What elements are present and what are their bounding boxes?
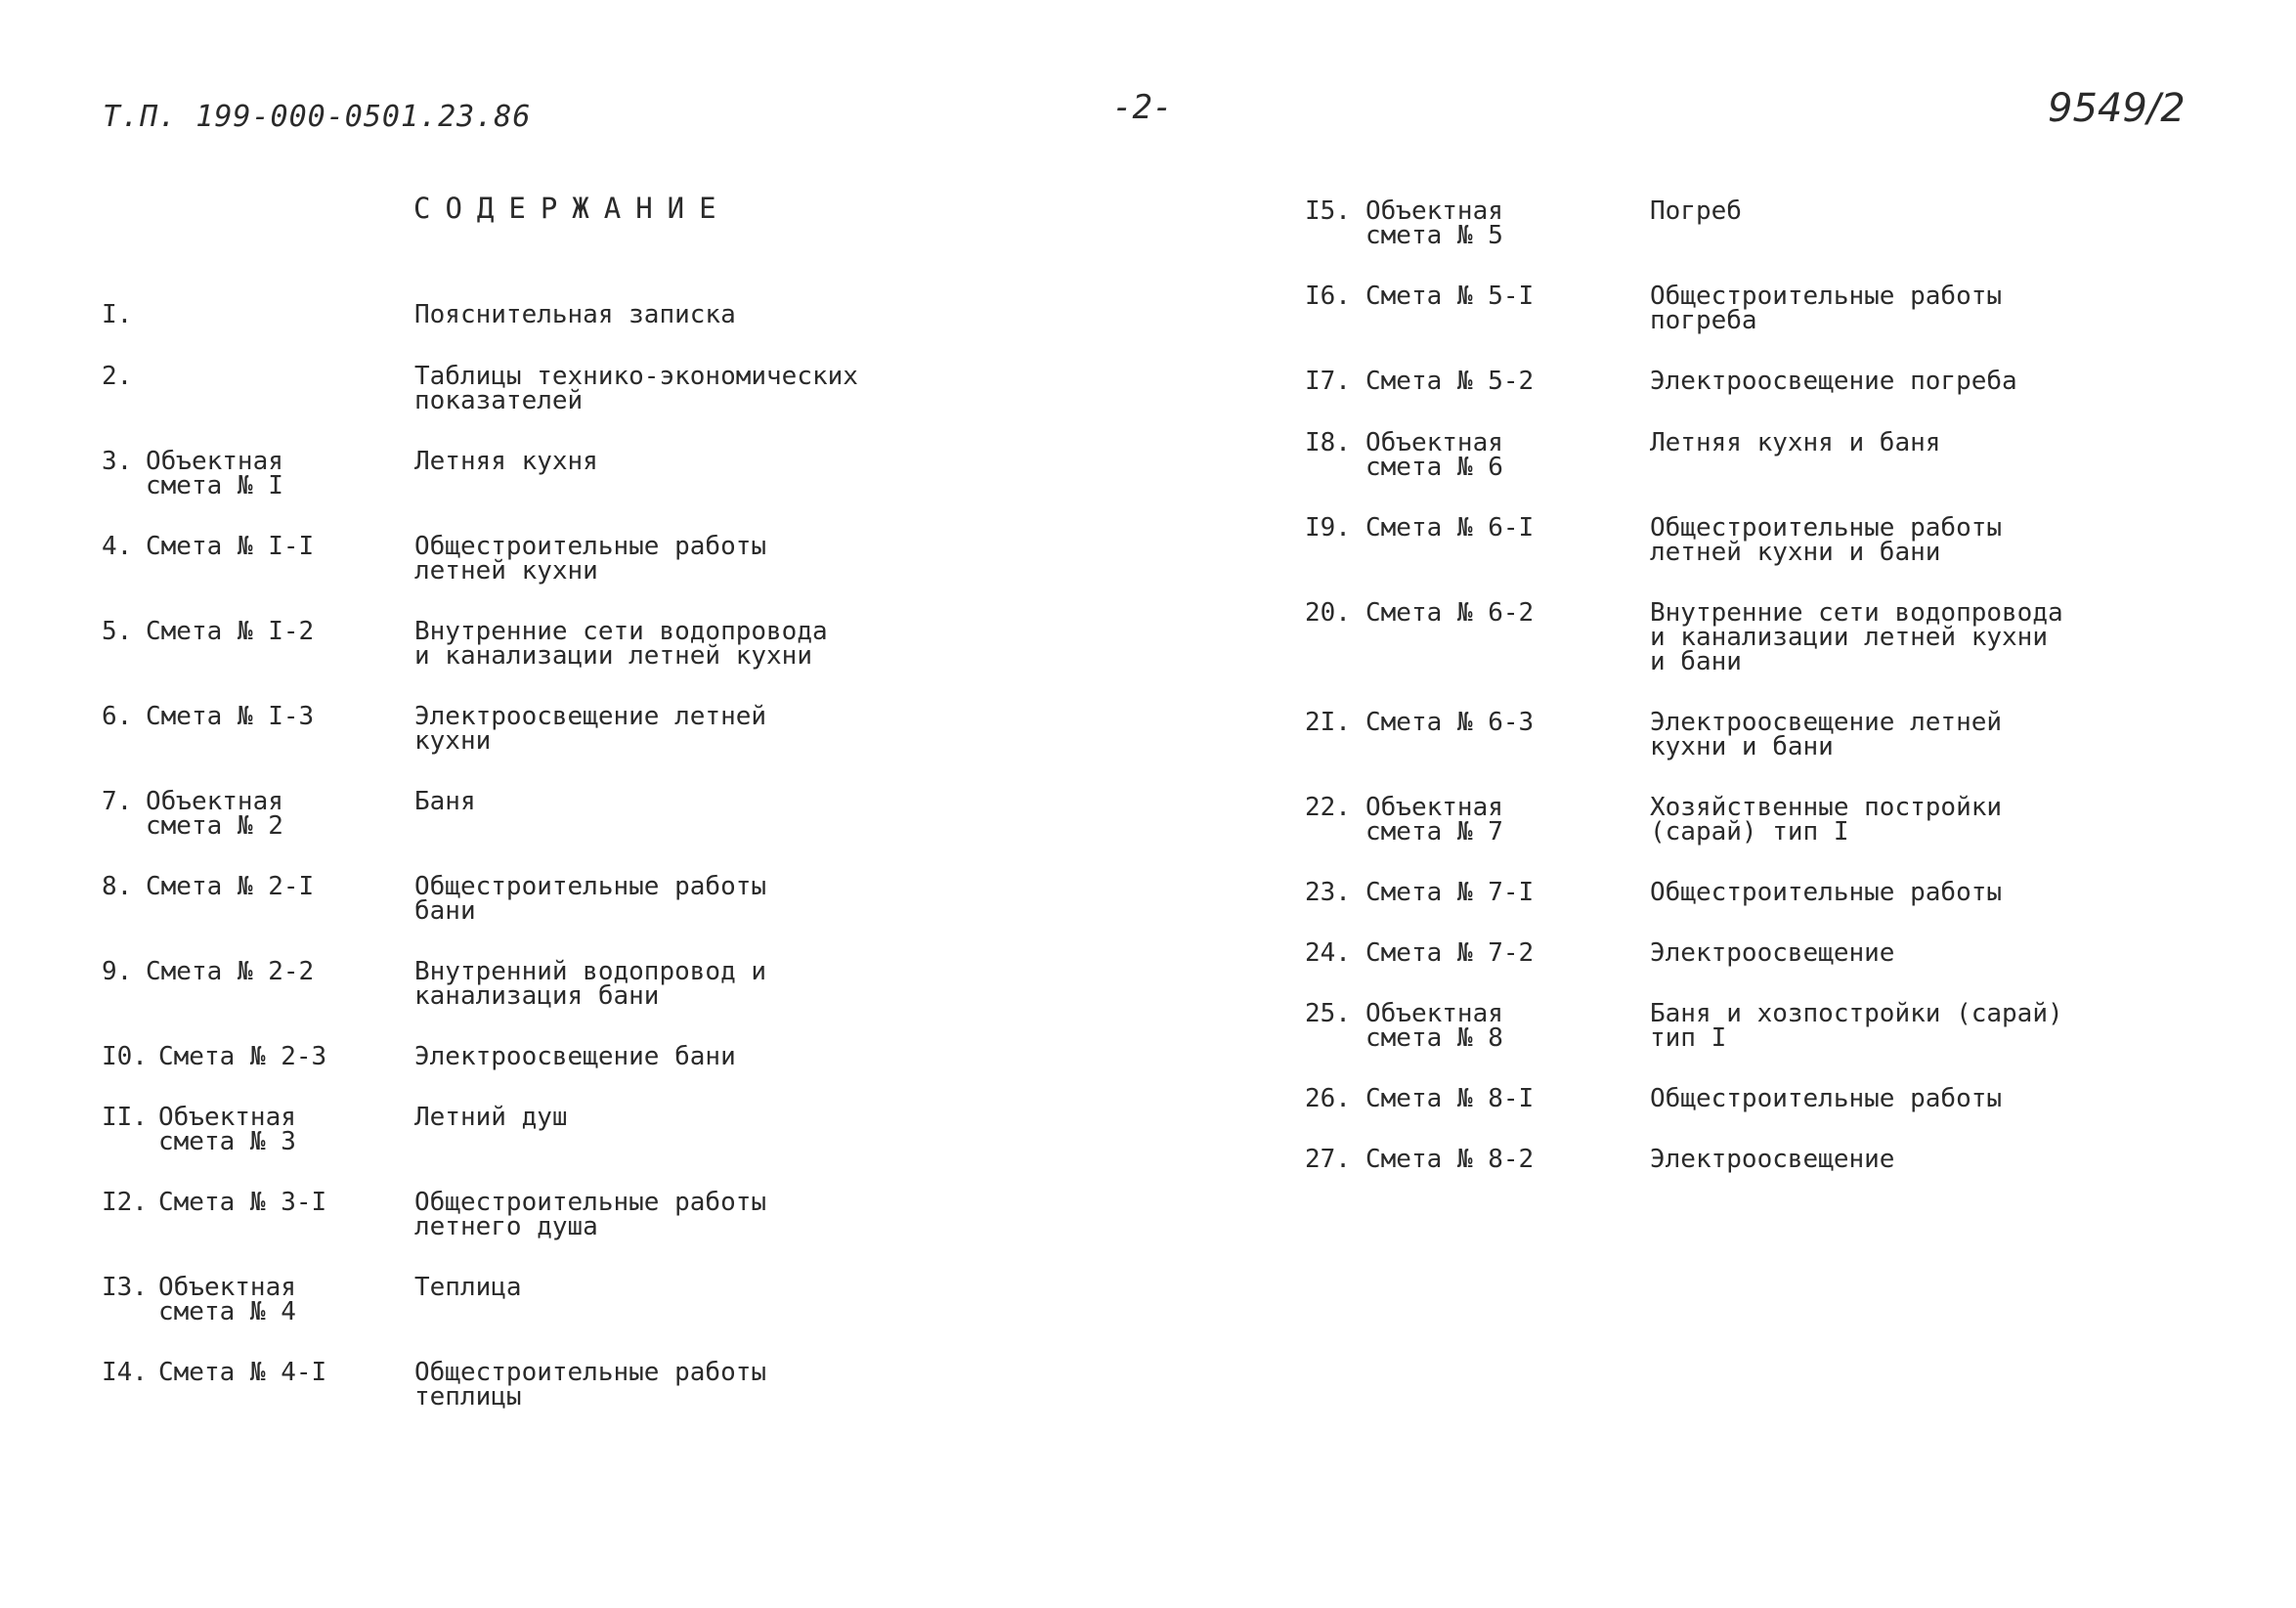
toc-item-number: 7. <box>102 787 133 816</box>
toc-item-description: Общестроительные работы летнего душа <box>414 1188 767 1241</box>
toc-item-reference: Объектная смета № 5 <box>1365 196 1503 250</box>
toc-item-description: Внутренний водопровод и канализация бани <box>414 957 767 1011</box>
toc-item-reference: Смета № 7-2 <box>1365 938 1535 968</box>
toc-item-number: I6. <box>1305 282 1351 311</box>
toc-item-description: Летняя кухня и баня <box>1650 428 1941 457</box>
toc-item-description: Баня <box>414 787 476 816</box>
toc-item-number: II. <box>102 1103 148 1132</box>
toc-item-number: I2. <box>102 1188 148 1217</box>
toc-item-reference: Объектная смета № I <box>146 447 283 500</box>
toc-item-number: 27. <box>1305 1145 1351 1174</box>
toc-item-description: Общестроительные работы <box>1650 878 2003 907</box>
toc-item-number: 8. <box>102 872 133 901</box>
toc-item-description: Погреб <box>1650 196 1742 226</box>
toc-item-number: 9. <box>102 957 133 986</box>
toc-item-number: I4. <box>102 1358 148 1387</box>
toc-item-number: 26. <box>1305 1084 1351 1113</box>
document-code: Т.П. 199-000-0501.23.86 <box>103 100 532 134</box>
toc-item-reference: Смета № I-2 <box>146 617 315 646</box>
toc-item-number: 6. <box>102 702 133 731</box>
toc-item-reference: Смета № 5-I <box>1365 282 1535 311</box>
toc-item-description: Пояснительная записка <box>414 300 736 329</box>
toc-item-description: Общестроительные работы летней кухни <box>414 532 767 586</box>
toc-item-description: Электроосвещение <box>1650 1145 1895 1174</box>
toc-item-number: I5. <box>1305 196 1351 226</box>
toc-item-number: 23. <box>1305 878 1351 907</box>
toc-item-description: Электроосвещение бани <box>414 1042 736 1071</box>
toc-item-number: 24. <box>1305 938 1351 968</box>
toc-item-number: I7. <box>1305 367 1351 396</box>
toc-item-reference: Смета № 5-2 <box>1365 367 1535 396</box>
toc-left-column <box>102 0 981 1608</box>
toc-item-reference: Смета № 7-I <box>1365 878 1535 907</box>
toc-item-reference: Объектная смета № 8 <box>1365 999 1503 1053</box>
toc-item-number: I3. <box>102 1273 148 1302</box>
toc-item-number: 2I. <box>1305 708 1351 737</box>
toc-item-description: Общестроительные работы теплицы <box>414 1358 767 1412</box>
toc-item-description: Общестроительные работы летней кухни и бани <box>1650 513 2003 567</box>
toc-item-reference: Смета № 2-2 <box>146 957 315 986</box>
toc-item-number: I0. <box>102 1042 148 1071</box>
toc-item-number: 4. <box>102 532 133 561</box>
toc-item-description: Электроосвещение летней кухни <box>414 702 767 756</box>
toc-item-reference: Смета № I-I <box>146 532 315 561</box>
toc-item-description: Внутренние сети водопровода и канализации летней кухни <box>414 617 828 671</box>
toc-item-description: Внутренние сети водопровода и канализации летней кухни и бани <box>1650 598 2063 676</box>
toc-item-number: 2. <box>102 362 133 391</box>
toc-item-reference: Смета № 2-I <box>146 872 315 901</box>
toc-right-column <box>1305 0 2185 1608</box>
toc-item-description: Летняя кухня <box>414 447 598 476</box>
toc-item-number: 5. <box>102 617 133 646</box>
toc-item-number: I. <box>102 300 133 329</box>
page-title: СОДЕРЖАНИЕ <box>413 192 731 225</box>
toc-item-description: Общестроительные работы погреба <box>1650 282 2003 335</box>
toc-item-number: 20. <box>1305 598 1351 628</box>
toc-item-reference: Смета № 6-I <box>1365 513 1535 543</box>
toc-item-reference: Смета № 8-I <box>1365 1084 1535 1113</box>
toc-item-number: 3. <box>102 447 133 476</box>
toc-item-description: Таблицы технико-экономических показателей <box>414 362 858 415</box>
toc-item-reference: Объектная смета № 3 <box>158 1103 296 1156</box>
toc-item-reference: Объектная смета № 4 <box>158 1273 296 1326</box>
toc-item-reference: Объектная смета № 2 <box>146 787 283 841</box>
page-number: -2- <box>1112 88 1173 127</box>
toc-item-reference: Смета № 4-I <box>158 1358 327 1387</box>
toc-item-description: Электроосвещение <box>1650 938 1895 968</box>
toc-item-reference: Смета № I-3 <box>146 702 315 731</box>
toc-item-reference: Объектная смета № 6 <box>1365 428 1503 482</box>
toc-item-description: Баня и хозпостройки (сарай) тип I <box>1650 999 2063 1053</box>
toc-item-reference: Смета № 8-2 <box>1365 1145 1535 1174</box>
toc-item-description: Теплица <box>414 1273 522 1302</box>
toc-item-description: Общестроительные работы <box>1650 1084 2003 1113</box>
toc-item-description: Общестроительные работы бани <box>414 872 767 926</box>
toc-item-number: I8. <box>1305 428 1351 457</box>
sheet-number: 9549/2 <box>2048 86 2186 131</box>
toc-item-reference: Смета № 6-3 <box>1365 708 1535 737</box>
toc-item-description: Хозяйственные постройки (сарай) тип I <box>1650 793 2003 847</box>
toc-item-reference: Смета № 3-I <box>158 1188 327 1217</box>
toc-item-description: Электроосвещение летней кухни и бани <box>1650 708 2003 761</box>
toc-item-description: Летний душ <box>414 1103 568 1132</box>
toc-item-description: Электроосвещение погреба <box>1650 367 2017 396</box>
toc-item-number: 25. <box>1305 999 1351 1028</box>
toc-item-reference: Смета № 2-3 <box>158 1042 327 1071</box>
toc-item-reference: Объектная смета № 7 <box>1365 793 1503 847</box>
toc-item-reference: Смета № 6-2 <box>1365 598 1535 628</box>
toc-item-number: 22. <box>1305 793 1351 822</box>
toc-item-number: I9. <box>1305 513 1351 543</box>
